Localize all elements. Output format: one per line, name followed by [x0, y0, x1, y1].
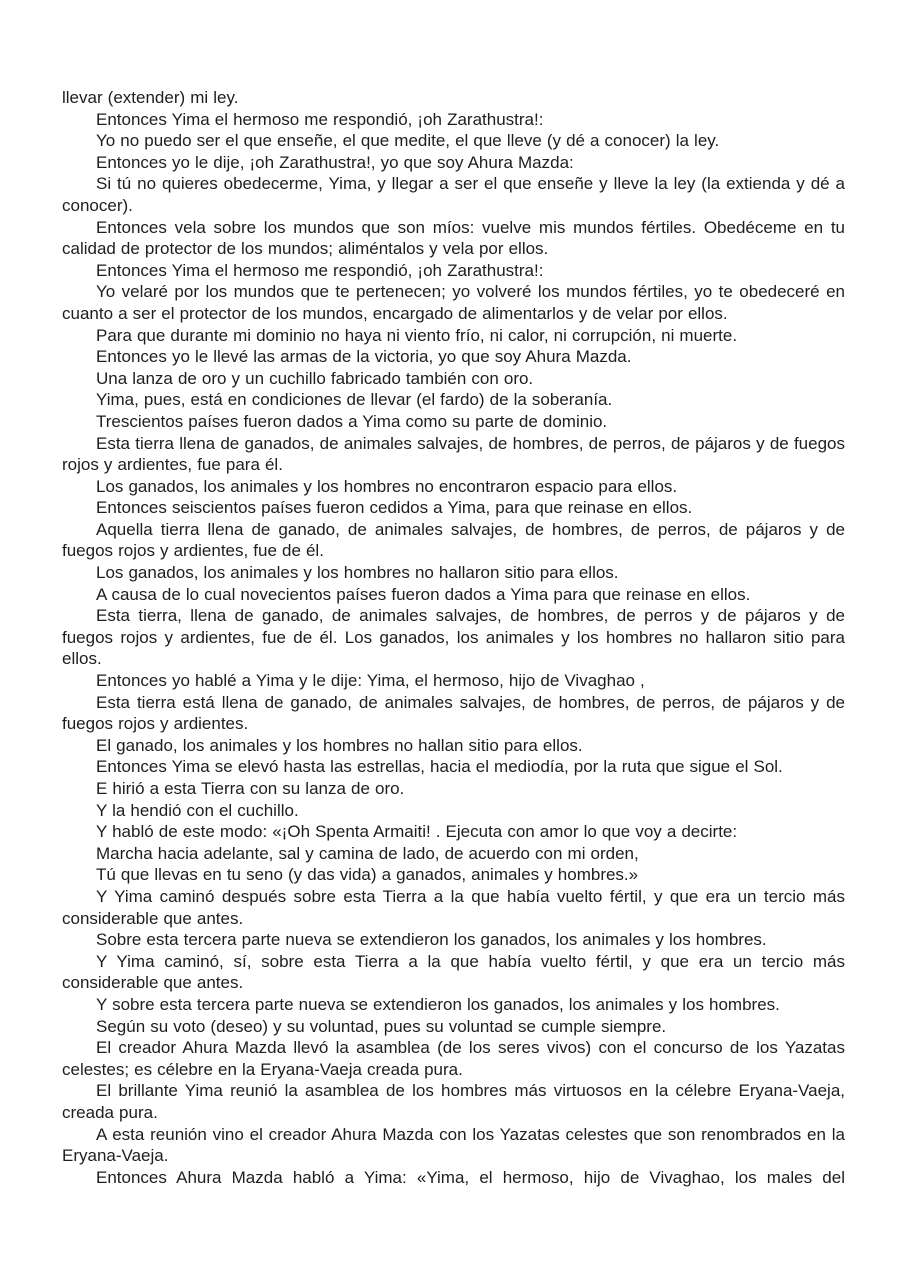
paragraph: Los ganados, los animales y los hombres no encontraron espacio para ellos. [96, 476, 678, 496]
paragraph: Sobre esta tercera parte nueva se extendieron los ganados, los animales y los hombres. [96, 930, 767, 950]
paragraph: Entonces Yima se elevó hasta las estrellas, hacia el mediodía, por la ruta que sigue el Sol. [96, 757, 783, 777]
paragraph: Entonces yo hablé a Yima y le dije: Yima, el hermoso, hijo de Vivaghao , [96, 671, 645, 691]
paragraph: Entonces yo le dije, ¡oh Zarathustra!, yo que soy Ahura Mazda: [96, 152, 574, 172]
paragraph: A causa de lo cual novecientos países fueron dados a Yima para que reinase en ellos. [96, 584, 751, 604]
paragraph: Entonces Yima el hermoso me respondió, ¡oh Zarathustra!: [96, 109, 544, 129]
paragraph: Entonces Ahura Mazda habló a Yima: «Yima, el hermoso, hijo de Vivaghao, los males del [96, 1167, 845, 1187]
paragraph: Yima, pues, está en condiciones de llevar (el fardo) de la soberanía. [96, 390, 613, 410]
paragraph: Y Yima caminó, sí, sobre esta Tierra a la que había vuelto fértil, y que era un tercio más considerable que antes. [62, 951, 845, 993]
paragraph: Entonces yo le llevé las armas de la victoria, yo que soy Ahura Mazda. [96, 347, 632, 367]
paragraph: Para que durante mi dominio no haya ni viento frío, ni calor, ni corrupción, ni muerte. [96, 325, 738, 345]
paragraph: Y Yima caminó después sobre esta Tierra a la que había vuelto fértil, y que era un tercio más considerable que antes. [62, 886, 845, 928]
paragraph: Marcha hacia adelante, sal y camina de lado, de acuerdo con mi orden, [96, 843, 639, 863]
paragraph: Yo velaré por los mundos que te pertenecen; yo volveré los mundos fértiles, yo te obedeceré en cuanto a ser el protector de los mundos, encargado de alimentarlos y de velar por ellos. [62, 282, 845, 323]
paragraph: Entonces vela sobre los mundos que son míos: vuelve mis mundos fértiles. Obedéceme en tu calidad de protector de los mundos; aliméntalos y vela por ellos. [62, 217, 845, 259]
document-page [62, 87, 845, 1188]
page-text [62, 87, 845, 1188]
paragraph: Según su voto (deseo) y su voluntad, pues su voluntad se cumple siempre. [96, 1016, 667, 1036]
paragraph: Y sobre esta tercera parte nueva se extendieron los ganados, los animales y los hombres. [96, 994, 780, 1014]
paragraph: A esta reunión vino el creador Ahura Mazda con los Yazatas celestes que son renombrados en la Eryana-Vaeja. [62, 1124, 845, 1166]
paragraph: Si tú no quieres obedecerme, Yima, y llegar a ser el que enseñe y lleve la ley (la extienda y dé a conocer). [62, 174, 845, 215]
paragraph: Y la hendió con el cuchillo. [96, 800, 299, 820]
paragraph: E hirió a esta Tierra con su lanza de oro. [96, 779, 405, 798]
paragraph: Aquella tierra llena de ganado, de animales salvajes, de hombres, de perros, de pájaros y de fuegos rojos y ardientes, fue de él. [62, 519, 845, 561]
paragraph: Esta tierra, llena de ganado, de animales salvajes, de hombres, de perros y de pájaros y de fuegos rojos y ardientes, fue de él. Los ganados, los animales y los hombres no hallaron sitio para ellos. [62, 606, 845, 669]
paragraph: llevar (extender) mi ley. [62, 88, 239, 107]
paragraph: Trescientos países fueron dados a Yima como su parte de dominio. [96, 411, 608, 431]
paragraph: Esta tierra llena de ganados, de animales salvajes, de hombres, de perros, de pájaros y de fuegos rojos y ardientes, fue para él. [62, 433, 845, 475]
paragraph: Una lanza de oro y un cuchillo fabricado también con oro. [96, 368, 534, 388]
paragraph: Entonces Yima el hermoso me respondió, ¡oh Zarathustra!: [96, 260, 544, 280]
paragraph: El brillante Yima reunió la asamblea de los hombres más virtuosos en la célebre Eryana-Vaeja, creada pura. [62, 1081, 845, 1122]
paragraph: Y habló de este modo: «¡Oh Spenta Armaiti! . Ejecuta con amor lo que voy a decirte: [96, 822, 738, 842]
paragraph: Los ganados, los animales y los hombres no hallaron sitio para ellos. [96, 563, 619, 583]
paragraph: Entonces seiscientos países fueron cedidos a Yima, para que reinase en ellos. [96, 498, 693, 518]
paragraph: Yo no puedo ser el que enseñe, el que medite, el que lleve (y dé a conocer) la ley. [96, 131, 720, 151]
paragraph: Esta tierra está llena de ganado, de animales salvajes, de hombres, de perros, de pájaros y de fuegos rojos y ardientes. [62, 692, 845, 734]
paragraph: Tú que llevas en tu seno (y das vida) a ganados, animales y hombres.» [96, 865, 639, 885]
paragraph: El creador Ahura Mazda llevó la asamblea (de los seres vivos) con el concurso de los Yazatas celestes; es célebre en la Eryana-Vaeja creada pura. [62, 1038, 845, 1079]
paragraph: El ganado, los animales y los hombres no hallan sitio para ellos. [96, 735, 583, 755]
